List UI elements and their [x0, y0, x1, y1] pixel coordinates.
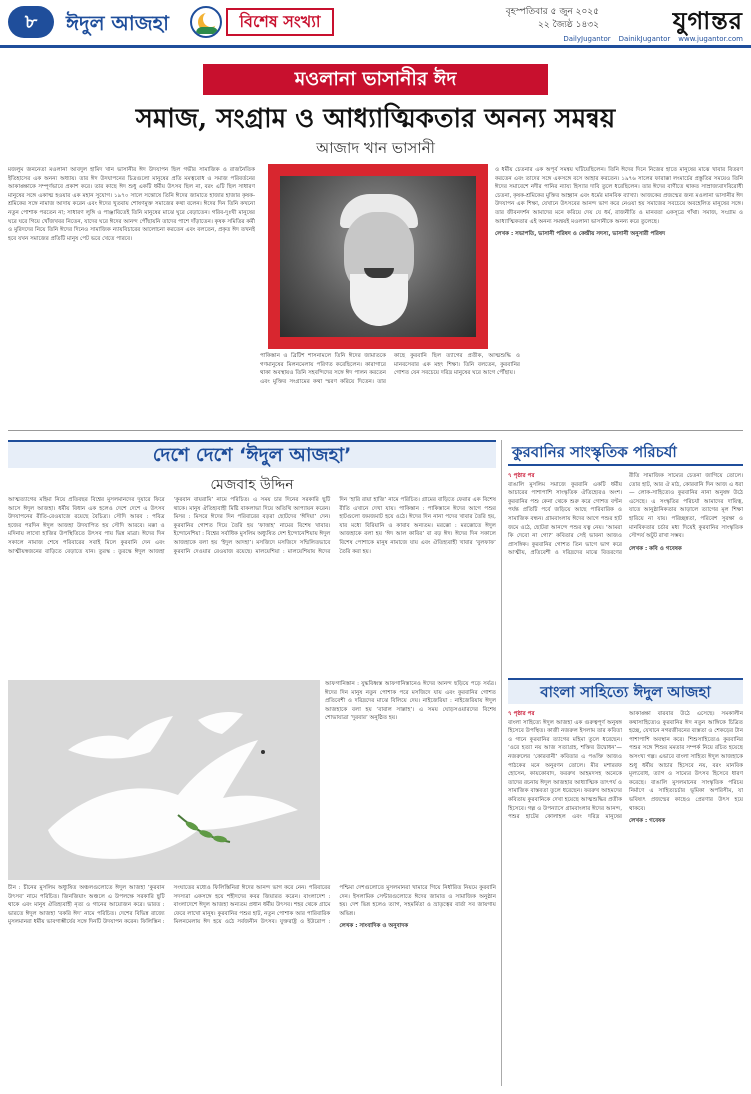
twitter-handle[interactable]: DainikJugantor	[618, 35, 671, 43]
lead-headline: সমাজ, সংগ্রাম ও আধ্যাত্মিকতার অনন্য সমন্বয়	[135, 104, 616, 134]
page-masthead	[0, 0, 751, 44]
crescent-mosque-icon	[190, 6, 222, 38]
special-issue-label: বিশেষ সংখ্যা	[226, 8, 334, 36]
date-bangla: ২২ জ্যৈষ্ঠ ১৪৩২	[538, 20, 599, 30]
lead-column-right	[495, 166, 743, 421]
lead-kicker: মওলানা ভাসানীর ঈদ	[203, 64, 548, 95]
world-eid-byline: মেজবাহ উদ্দিন	[210, 477, 294, 493]
kurbani-text: বাঙালি মুসলিম সমাজে কুরবানি একটি ধর্মীয় আচারের পাশাপাশি সাংস্কৃতিক ঐতিহ্যেরও অংশ। কুরবানির পশু কেনা থেকে শুরু করে গোশত বণ্টন পর্যন্ত প্রতিটি পর্বে জড়িয়ে আছে পারিবারিক ও সামাজিক বন্ধন। গ্রামবাংলায় ঈদের আগে পশুর হাট জমে ওঠে, ছোটরা আনন্দে পশুর যত্ন নেয়। ‘আমরা কি দেবো না গো?’ কবিতার সেই ভাবনা আজও প্রাসঙ্গিক। কুরবানির গোশত তিন ভাগে ভাগ করে আত্মীয়, প্রতিবেশী ও দরিদ্রদের মাঝে বিতরণের রীতি সামাজিক সাম্যের চেতনা জাগিয়ে তোলে। তোর হাট, আর ঐ মাঠ, কোরবানি দিন আজ এ ধরা— লোক-সাহিত্যেও কুরবানির নানা অনুষঙ্গ উঠে এসেছে। এ সংস্কৃতির পরিচর্যা আমাদের দায়িত্ব, যাতে আনুষ্ঠানিকতার আড়ালে ত্যাগের মূল শিক্ষা হারিয়ে না যায়। পরিচ্ছন্নতা, পরিবেশ সুরক্ষা ও মানবিকতার চর্চার মধ্য দিয়েই কুরবানির সাংস্কৃতিক সৌন্দর্য অটুট রাখা সম্ভব।	[508, 473, 743, 557]
social-links	[460, 35, 751, 43]
website-link[interactable]: www.jugantor.com	[678, 35, 743, 43]
section-divider	[8, 430, 743, 431]
lead-photo-frame	[268, 164, 488, 349]
world-eid-lower-text: চীন : চীনের মুসলিম অধ্যুষিত অঞ্চলগুলোতে ঈদুল আজহা ‘কুরবান উৎসব’ নামে পরিচিত। জিনজিয়াং অঞ্চলে এ উপলক্ষে সরকারি ছুটি থাকে এবং মানুষ ঐতিহ্যবাহী নৃত্য ও গানের আয়োজন করে। ভারত : ভারতে ঈদুল আজহা ‘বকরি ঈদ’ নামে পরিচিত। দেশের বিভিন্ন রাজ্যে মুসলমানরা ধর্মীয় ভাবগাম্ভীর্যের সঙ্গে দিনটি উদযাপন করেন। ফিলিস্তিন : সংঘাতের মধ্যেও ফিলিস্তিনিরা ঈদের আনন্দ ভাগ করে নেন। পরিবারের সদস্যরা একসঙ্গে হয়ে শহীদদের কবর জিয়ারত করেন। বাংলাদেশ : বাংলাদেশে ঈদুল আজহা অন্যতম প্রধান ধর্মীয় উৎসব। শহর থেকে গ্রামে ফেরে লাখো মানুষ। কুরবানির পশুর হাট, নতুন পোশাক আর পারিবারিক মিলনমেলায় ঈদ হয়ে ওঠে সর্বজনীন উৎসব। যুক্তরাষ্ট্র ও ইউরোপ : পশ্চিমা দেশগুলোতে মুসলমানরা খামারে গিয়ে নির্ধারিত নিয়মে কুরবানি দেন। ইসলামিক সেন্টারগুলোতে ঈদের জামাত ও সামাজিক অনুষ্ঠান হয়। দেশ ভিন্ন হলেও ত্যাগ, সহমর্মিতা ও ভ্রাতৃত্বের বার্তা সব জায়গায় অভিন্ন।	[8, 885, 496, 926]
lead-byline: আজাদ খান ভাসানী	[316, 139, 435, 157]
dateline	[506, 6, 599, 32]
world-eid-columns: আত্মত্যাগের মহিমা নিয়ে প্রতিবছর বিশ্বের মুসলমানদের দুয়ারে ফিরে আসে ঈদুল আজহা। ধর্মীয় বিধান এক হলেও দেশে দেশে এ উৎসব উদযাপনের রীতি-রেওয়াজে রয়েছে বৈচিত্র্য। সৌদি আরব : পবিত্র হজের পরদিন ঈদুল আজহা উদযাপিত হয় সৌদি আরবে। মক্কা ও মদিনায় লাখো হাজির উপস্থিতিতে উৎসব পায় ভিন্ন মাত্রা। ঈদের দিন সকালে নামাজ শেষে পরিবারের সবাই মিলে কুরবানি দেন এবং আত্মীয়স্বজনের বাড়িতে বেড়াতে যান। তুরস্ক : তুরস্কে ঈদুল আজহা ‘কুরবান বায়রামি’ নামে পরিচিত। এ সময় চার দিনের সরকারি ছুটি থাকে। মানুষ ঐতিহ্যবাহী মিষ্টি বাকলাভা দিয়ে অতিথি আপ্যায়ন করেন। মিসর : মিসরে ঈদের দিন পরিবারের বড়রা ছোটদের ‘ঈদিয়া’ দেন। কুরবানির গোশত দিয়ে তৈরি হয় ‘ফাত্তাহ’ নামের বিশেষ খাবার। ইন্দোনেশিয়া : বিশ্বের সর্বাধিক মুসলিম অধ্যুষিত দেশ ইন্দোনেশিয়ায় ঈদুল আজহাকে বলা হয় ‘ইদুল আদহা’। মসজিদে মসজিদে সম্মিলিতভাবে কুরবানি দেওয়ার রেওয়াজ রয়েছে। মালয়েশিয়া : মালয়েশিয়ায় ঈদের দিন ‘হারি রায়া হাজি’ নামে পরিচিত। গ্রামের বাড়িতে ফেরার এক বিশেষ রীতি এখানে দেখা যায়। পাকিস্তান : পাকিস্তানে ঈদের আগে পশুর হাটগুলো জমজমাট হয়ে ওঠে। ঈদের দিন নানা পদের খাবার তৈরি হয়, যার মধ্যে বিরিয়ানি ও কাবাব অন্যতম। মরক্কো : মরক্কোতে ঈদুল আজহাকে বলা হয় ‘ঈদ আল কাবির’ বা বড় ঈদ। ঈদের দিন সকালে বিশেষ পোশাকে মানুষ নামাজে যায় এবং ঐতিহ্যবাহী খাবার ‘বুলফাফ’ তৈরি করা হয়।	[8, 497, 496, 555]
section-title: ঈদুল আজহা	[66, 11, 169, 35]
facebook-handle[interactable]: DailyJugantor	[563, 35, 611, 43]
kurbani-headline: কুরবানির সাংস্কৃতিক পরিচর্যা	[508, 440, 743, 466]
lead-column-left: মজলুম জননেতা মওলানা আবদুল হামিদ খান ভাসানীর ঈদ উদযাপন ছিল গভীর সামাজিক ও রাজনৈতিক ইতিহাসের এক অনন্য অধ্যায়। তার ঈদ উদযাপনের চিত্রগুলো মানুষের প্রতি মমত্ববোধ ও সমাজ পরিবর্তনের আকাঙ্ক্ষাকে সম্পূর্ণভাবে প্রকাশ করে। তার কাছে ঈদ শুধু একটি ধর্মীয় উৎসব ছিল না, বরং এটি ছিল সাধারণ মানুষের সঙ্গে একাত্ম হওয়ার এক মহান সুযোগ। ১৯৭০ সালে সন্তোষে তিনি ঈদের জামাতে হাজার হাজার কৃষক-শ্রমিকের সঙ্গে নামাজ আদায় করেন এবং ঈদের খুতবায় শোষণমুক্ত সমাজের কথা বলেন। ঈদের দিন তিনি কখনো নতুন পোশাক পরতেন না; সাধারণ লুঙ্গি ও পাঞ্জাবিতেই তিনি মানুষের মাঝে ঘুরে বেড়াতেন। গরিব-দুঃখী মানুষের ঘরে ঘরে গিয়ে খোঁজখবর নিতেন, যাদের ঘরে ঈদের আনন্দ পৌঁছায়নি তাদের পাশে দাঁড়াতেন। কৃষক সমিতির কর্মী ও মুরিদদের নিয়ে তিনি ঈদের দিনেও সামাজিক ন্যায়বিচারের আলোচনা করতেন এবং বলতেন, প্রকৃত ঈদ তখনই হবে যখন সমাজের প্রতিটি মানুষ পেট ভরে খেতে পারবে।	[8, 167, 255, 242]
dove-illustration	[8, 680, 320, 880]
world-eid-column-side: আফগানিস্তান : যুদ্ধবিধ্বস্ত আফগানিস্তানেও ঈদের আনন্দ ছড়িয়ে পড়ে সর্বত্র। ঈদের দিন মানুষ নতুন পোশাক পরে মসজিদে যায় এবং কুরবানির গোশত প্রতিবেশী ও দরিদ্রদের মাঝে বিলিয়ে দেয়। নাইজেরিয়া : নাইজেরিয়ায় ঈদুল আজহাকে বলা হয় ‘বাবাল সাল্লাহ’। এ সময় ঘোড়সওয়ারদের বিশেষ শোভাযাত্রা ‘দুরবার’ অনুষ্ঠিত হয়।	[325, 681, 496, 722]
world-eid-headline: দেশে দেশে ‘ঈদুল আজহা’	[8, 440, 496, 468]
literature-continued-note: ৭ পৃষ্ঠার পর	[508, 711, 535, 717]
lead-column-middle: পাকিস্তান ও ব্রিটিশ শাসনামলে তিনি ঈদের জামাতকে গণমানুষের মিলনমেলায় পরিণত করেছিলেন। কারাগারে থাকা অবস্থায়ও তিনি সহবন্দিদের সঙ্গে ঈদ পালন করতেন এবং মুক্তির সংগ্রামের কথা স্মরণ করিয়ে দিতেন। তার কাছে কুরবানি ছিল ত্যাগের প্রতীক, আত্মশুদ্ধি ও মানবসেবার এক মহৎ শিক্ষা। তিনি বলতেন, কুরবানির গোশত যেন সবচেয়ে দরিদ্র মানুষের ঘরে আগে পৌঁছায়।	[260, 353, 520, 385]
lead-right-text: ও ধর্মীয় চেতনার এক অপূর্ব সমন্বয় ঘটিয়েছিলেন। তিনি ঈদের দিনে নিজের হাতে মানুষের মাঝে খাবার বিতরণ করতেন এবং তাদের সঙ্গে একসঙ্গে বসে আহার করতেন। ১৯৭৬ সালের ফারাক্কা লংমার্চের প্রস্তুতির সময়েও তিনি ঈদের সমাবেশে নদীর পানির ন্যায্য হিস্যার দাবি তুলে ধরেছিলেন। তার ঈদের বাণীতে থাকত সাম্রাজ্যবাদবিরোধী চেতনা, কৃষক-শ্রমিকের মুক্তির আহ্বান এবং ধর্মের মানবিক ব্যাখ্যা। আজকের প্রজন্মের জন্য মওলানা ভাসানীর ঈদ উদযাপন এক শিক্ষা, যেখানে উৎসবের আনন্দ ভাগ করে নেওয়া হয় সমাজের সবচেয়ে অবহেলিত মানুষের সঙ্গে। তার জীবনদর্শন আমাদের মনে করিয়ে দেয় যে ধর্ম, রাজনীতি ও মানবতা একসূত্রে গাঁথা। সমাজ, সংগ্রাম ও আধ্যাত্মিকতার এই অনন্য সমন্বয়ই মওলানা ভাসানীকে অনন্য করে তুলেছে।	[495, 167, 743, 225]
portrait-photo	[280, 176, 476, 337]
kurbani-columns	[508, 472, 743, 674]
column-divider	[501, 440, 502, 1086]
date-gregorian: বৃহস্পতিবার ৫ জুন ২০২৫	[505, 7, 599, 17]
literature-eid-headline: বাংলা সাহিত্যে ঈদুল আজহা	[508, 678, 743, 704]
kurbani-author-note: লেখক : কবি ও গবেষক	[629, 545, 682, 552]
literature-author-note: লেখক : গবেষক	[629, 818, 666, 825]
literature-eid-columns	[508, 710, 743, 1086]
world-eid-columns-lower	[8, 884, 496, 1084]
literature-text: বাংলা সাহিত্যে ঈদুল আজহা এক গুরুত্বপূর্ণ অনুষঙ্গ হিসেবে উপস্থিত। কাজী নজরুল ইসলাম তার কবিতা ও গানে কুরবানির ত্যাগের মহিমা তুলে ধরেছেন। ‘ওরে হত্যা নয় আজ সত্যাগ্রহ, শক্তির উদ্বোধন’— নজরুলের ‘কোরবানী’ কবিতার এ পঙক্তি আজও পাঠকের মনে অনুরণন তোলে। মীর মশাররফ হোসেন, কায়কোবাদ, ফররুখ আহমদসহ অনেকে তাদের রচনায় ঈদুল আজহার আধ্যাত্মিক তাৎপর্য ও সামাজিক বাস্তবতা তুলে ধরেছেন। ফররুখ আহমদের কবিতায় কুরবানিকে দেখা হয়েছে আত্মশুদ্ধির প্রতীক হিসেবে। গল্প ও উপন্যাসে গ্রামবাংলার ঈদের আনন্দ, পশুর হাটের কোলাহল এবং দরিদ্র মানুষের আকাঙ্ক্ষা বারবার উঠে এসেছে। সমকালীন কথাসাহিত্যেও কুরবানির ঈদ নতুন আঙ্গিকে চিত্রিত হচ্ছে, যেখানে নগরজীবনের ব্যস্ততা ও শেকড়ের টান পাশাপাশি অবস্থান করে। শিশুসাহিত্যেও কুরবানির পশুর সঙ্গে শিশুর মমতার সম্পর্ক নিয়ে রচিত হয়েছে অসংখ্য গল্প। এভাবে বাংলা সাহিত্য ঈদুল আজহাকে শুধু ধর্মীয় আচার হিসেবে নয়, বরং মানবিক মূল্যবোধ, ত্যাগ ও সাম্যের উৎসব হিসেবে ধারণ করেছে। বাঙালি মুসলমানের সাংস্কৃতিক পরিচয় নির্মাণে এ সাহিত্যচর্চার ভূমিকা অপরিসীম, যা ভবিষ্যৎ প্রজন্মের কাছেও প্রেরণার উৎস হয়ে থাকবে।	[508, 711, 743, 821]
kurbani-continued-note: ৭ পৃষ্ঠার পর	[508, 473, 535, 479]
page-number-badge: ৮	[8, 6, 54, 38]
newspaper-logo: যুগান্তর	[672, 6, 743, 35]
masthead-rule	[0, 45, 751, 48]
world-eid-author-note: লেখক : সাংবাদিক ও অনুবাদক	[339, 923, 409, 930]
lead-author-note: লেখক : সভাপতি, ভাসানী পরিষদ ও কেন্দ্রীয় সদস্য, ভাসানী অনুসারী পরিষদ	[495, 231, 666, 238]
